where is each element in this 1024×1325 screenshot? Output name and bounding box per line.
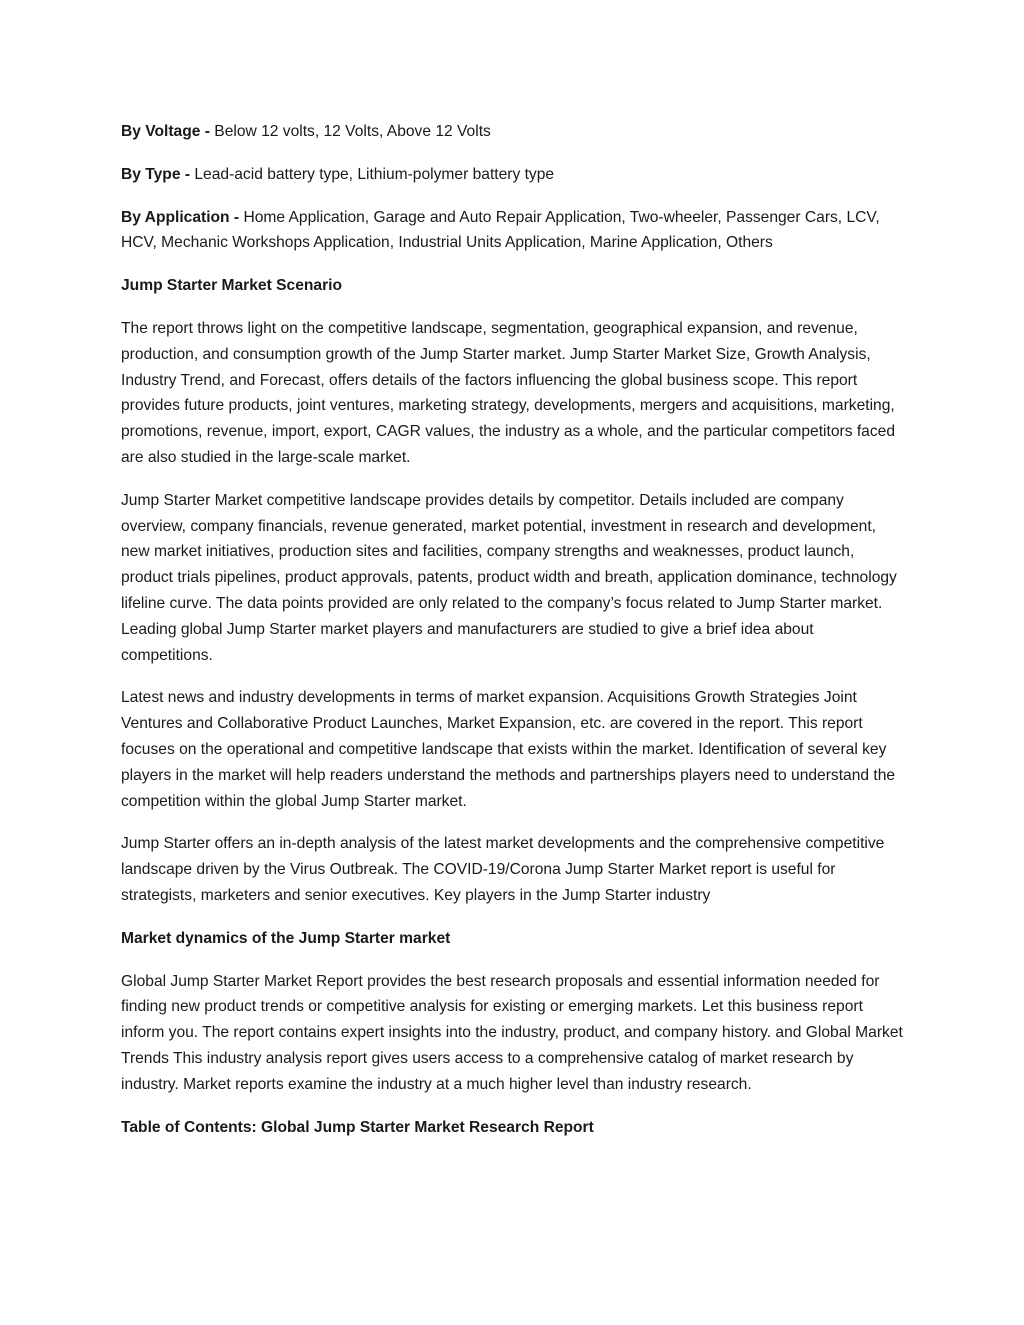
segment-type-text: Lead-acid battery type, Lithium-polymer battery type [194,165,555,183]
segment-application-label: By Application - [121,208,244,226]
scenario-paragraph: Jump Starter offers an in-depth analysis of the latest market developments and the comprehensive competitive landscape driven by the Virus Outbreak. The COVID-19/Corona Jump Starter Market report is useful for strategists, marketers and senior executives. Key players in the Jump Starter industry [121,835,885,904]
scenario-heading: Jump Starter Market Scenario [121,277,342,295]
segment-type-label: By Type - [121,165,195,183]
scenario-paragraph: The report throws light on the competitive landscape, segmentation, geographical expansion, and revenue, production, and consumption growth of the Jump Starter market. Jump Starter Market Size, Growth Analysis, Industry Trend, and Forecast, offers details of the factors influencing the global business scope. This report provides future products, joint ventures, marketing strategy, developments, mergers and acquisitions, marketing, promotions, revenue, import, export, CAGR values, the industry as a whole, and the particular competitors faced are also studied in the large-scale market. [121,319,895,466]
segment-type [121,162,907,188]
scenario-paragraph: Jump Starter Market competitive landscape provides details by competitor. Details included are company overview, company financials, revenue generated, market potential, investment in research and development, new market initiatives, production sites and facilities, company strengths and weaknesses, product launch, product trials pipelines, product approvals, patents, product width and breath, application dominance, technology lifeline curve. The data points provided are only related to the company’s focus related to Jump Starter market. Leading global Jump Starter market players and manufacturers are studied to give a brief idea about competitions. [121,491,897,664]
segment-application [121,205,907,257]
segment-voltage-text: Below 12 volts, 12 Volts, Above 12 Volts [214,123,491,140]
segment-voltage-label: By Voltage - [121,123,215,140]
segment-application-text: Home Application, Garage and Auto Repair Application, Two-wheeler, Passenger Cars, LCV, HCV, Mechanic Workshops Application, Industrial Units Application, Marine Application, Others [121,208,880,252]
dynamics-heading: Market dynamics of the Jump Starter market [121,929,451,947]
dynamics-paragraph: Global Jump Starter Market Report provides the best research proposals and essential information needed for finding new product trends or competitive analysis for existing or emerging markets. Let this business report inform you. The report contains expert insights into the industry, product, and company history. and Global Market Trends This industry analysis report gives users access to a comprehensive catalog of market research by industry. Market reports examine the industry at a much higher level than industry research. [121,972,903,1093]
scenario-paragraph: Latest news and industry developments in terms of market expansion. Acquisitions Growth Strategies Joint Ventures and Collaborative Product Launches, Market Expansion, etc. are covered in the report. This report focuses on the operational and competitive landscape that exists within the market. Identification of several key players in the market will help readers understand the methods and partnerships players need to understand the competition within the global Jump Starter market. [121,689,896,810]
toc-heading: Table of Contents: Global Jump Starter Market Research Report [121,1118,594,1136]
segment-voltage [121,119,907,145]
document-page [121,119,907,1157]
